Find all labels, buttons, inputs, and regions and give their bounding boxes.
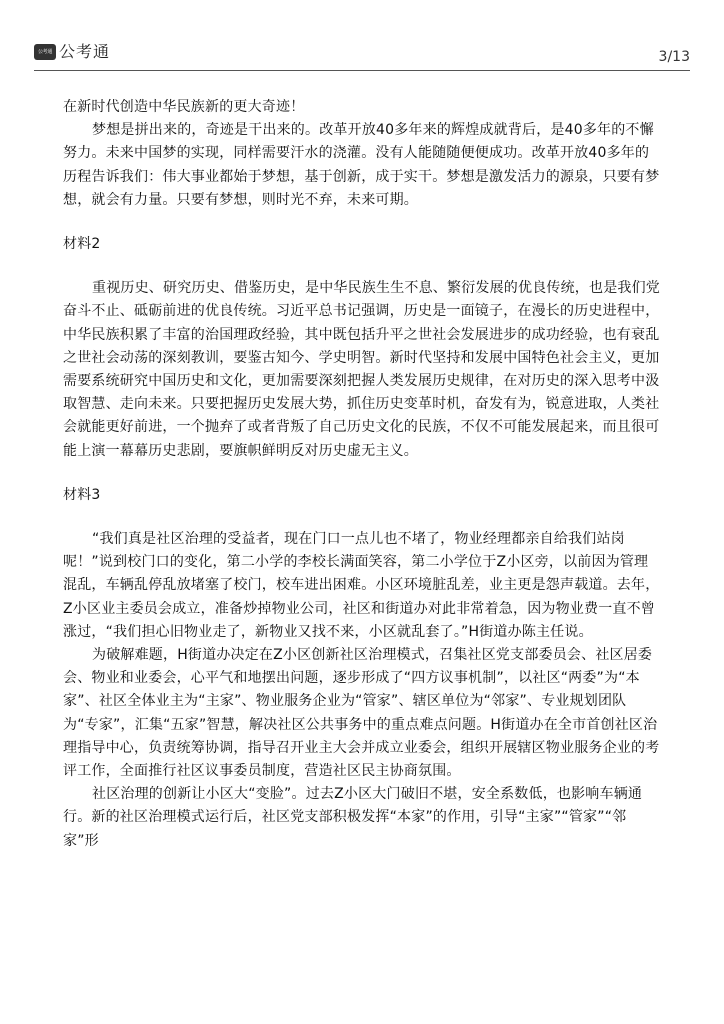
paragraph-community-intro: “我们真是社区治理的受益者，现在门口一点儿也不堵了，物业经理都亲自给我们站岗呢！”说到校门口的变化，第二小学的李校长满面笑容，第二小学位于Z小区旁，以前因为管理混乱，车辆乱停乱放堵塞了校门，校车进出困难。小区环境脏乱差，业主更是怨声载道。去年，Z小区业主委员会成立，准备炒掉物业公司，社区和街道办对此非常着急，因为物业费一直不曾涨过，“我们担心旧物业走了，新物业又找不来，小区就乱套了。”H街道办陈主任说。 [63,531,660,640]
paragraph-history: 重视历史、研究历史、借鉴历史，是中华民族生生不息、繁衍发展的优良传统，也是我们党奋斗不止、砥砺前进的优良传统。习近平总书记强调，历史是一面镜子，在漫长的历史进程中，中华民族积累了丰富的治国理政经验，其中既包括升平之世社会发展进步的成功经验，也有衰乱之世社会动荡的深刻教训，要鉴古知今、学史明智。新时代坚持和发展中国特色社会主义，更加需要系统研究中国历史和文化，更加需要深刻把握人类发展历史规律，在对历史的深入思考中汲取智慧、走向未来。只要把握历史发展大势，抓住历史变革时机，奋发有为，锐意进取，人类社会就能更好前进，一个抛弃了或者背叛了自己历史文化的民族，不仅不可能发展起来，而且很可能上演一幕幕历史悲剧，要旗帜鲜明反对历史虚无主义。 [63,280,660,459]
section-heading-material-2: 材料2 [63,236,101,253]
section-heading-material-3: 材料3 [63,486,101,503]
paragraph-dream: 梦想是拼出来的，奇迹是干出来的。改革开放40多年来的辉煌成就背后，是40多年的不懈努力。未来中国梦的实现，同样需要汗水的浇灌。没有人能随随便便成功。改革开放40多年的历程告诉我们：伟大事业都始于梦想，基于创新，成于实干。梦想是激发活力的源泉，只要有梦想，就会有力量。只要有梦想，则时光不弃，未来可期。 [63,122,660,208]
paragraph-community-mechanism: 为破解难题，H街道办决定在Z小区创新社区治理模式，召集社区党支部委员会、社区居委会、物业和业委会，心平气和地摆出问题，逐步形成了“四方议事机制”，以社区“两委”为“本家”、社区全体业主为“主家”、物业服务企业为“管家”、辖区单位为“邻家”、专业规划团队为“专家”，汇集“五家”智慧，解决社区公共事务中的重点难点问题。H街道办在全市首创社区治理指导中心，负责统筹协调，指导召开业主大会并成立业委会，组织开展辖区物业服务企业的考评工作，全面推行社区议事委员制度，营造社区民主协商氛围。 [63,647,660,780]
logo-icon: 公考通 [34,44,56,60]
paragraph-continuation: 在新时代创造中华民族新的更大奇迹！ [63,99,305,115]
document-body [63,96,661,853]
page-number: 3/13 [658,49,690,65]
logo-text: 公考通 [59,42,111,61]
paragraph-community-change: 社区治理的创新让小区大“变脸”。过去Z小区大门破旧不堪，安全系数低，也影响车辆通行。新的社区治理模式运行后，社区党支部积极发挥“本家”的作用，引导“主家”“管家”“邻家”形 [63,786,643,849]
page-header [34,40,690,71]
